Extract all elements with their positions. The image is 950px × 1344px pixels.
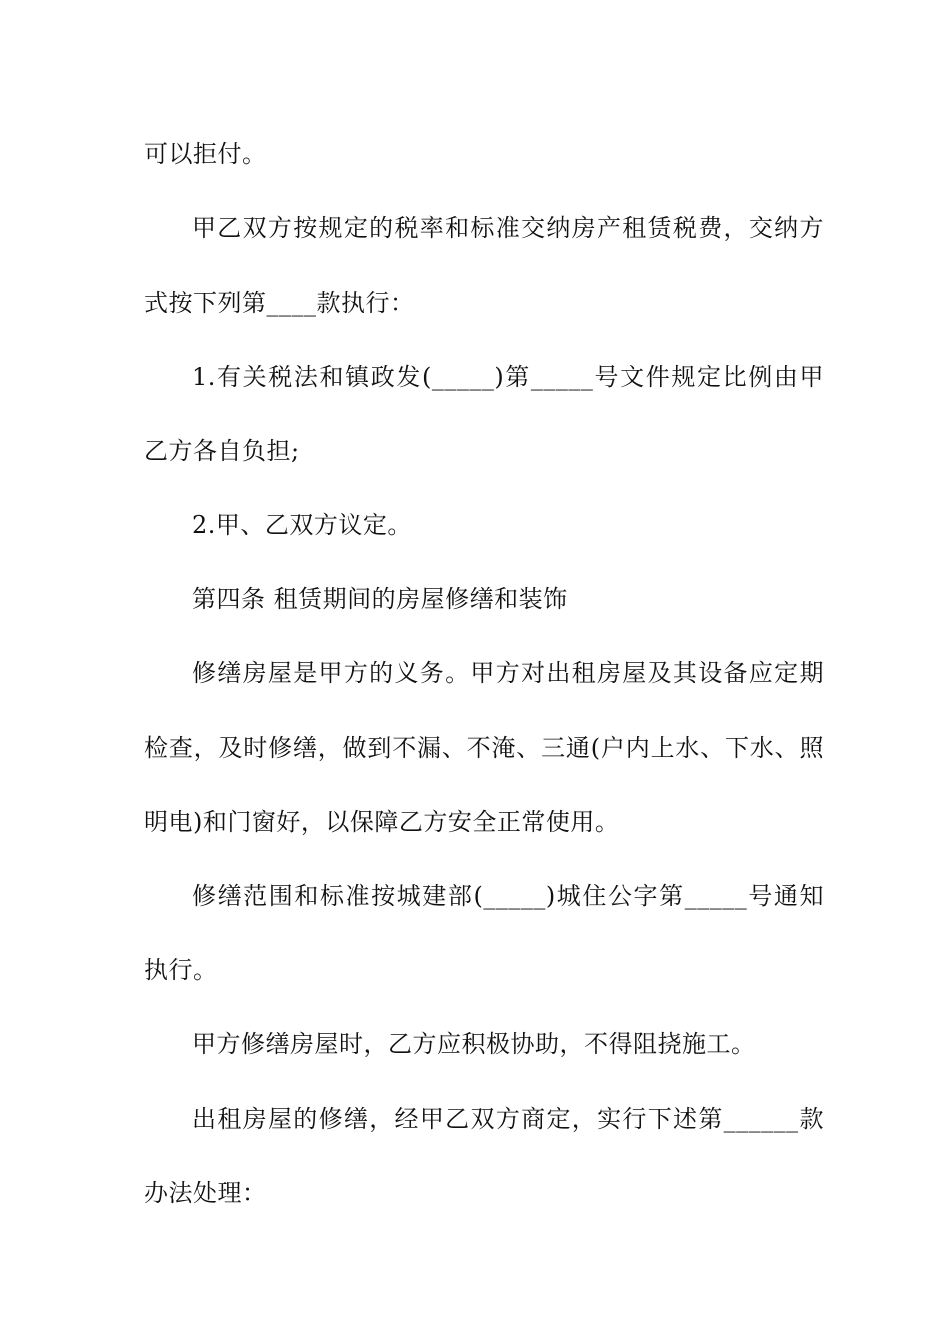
paragraph-line: 明电)和门窗好，以保障乙方安全正常使用。	[144, 808, 620, 836]
section-heading: 第四条 租赁期间的房屋修缮和装饰	[192, 585, 568, 613]
paragraph-line: 式按下列第____款执行：	[144, 289, 415, 317]
paragraph-line: 修缮房屋是甲方的义务。甲方对出租房屋及其设备应定期	[192, 659, 824, 687]
paragraph-line: 乙方各自负担;	[144, 437, 300, 465]
paragraph-line: 检查，及时修缮，做到不漏、不淹、三通(户内上水、下水、照	[144, 734, 824, 762]
paragraph-line: 执行。	[144, 956, 218, 984]
paragraph-line: 1.有关税法和镇政发(_____)第_____号文件规定比例由甲	[192, 363, 824, 391]
paragraph-line: 2.甲、乙双方议定。	[192, 511, 412, 539]
paragraph-line: 修缮范围和标准按城建部(_____)城住公字第_____号通知	[192, 882, 824, 910]
paragraph-line: 出租房屋的修缮，经甲乙双方商定，实行下述第______款	[192, 1105, 824, 1133]
paragraph-line: 甲乙双方按规定的税率和标准交纳房产租赁税费，交纳方	[192, 214, 824, 242]
paragraph-line: 可以拒付。	[144, 140, 267, 168]
paragraph-line: 办法处理：	[144, 1179, 267, 1207]
paragraph-line: 甲方修缮房屋时，乙方应积极协助，不得阻挠施工。	[192, 1030, 756, 1058]
